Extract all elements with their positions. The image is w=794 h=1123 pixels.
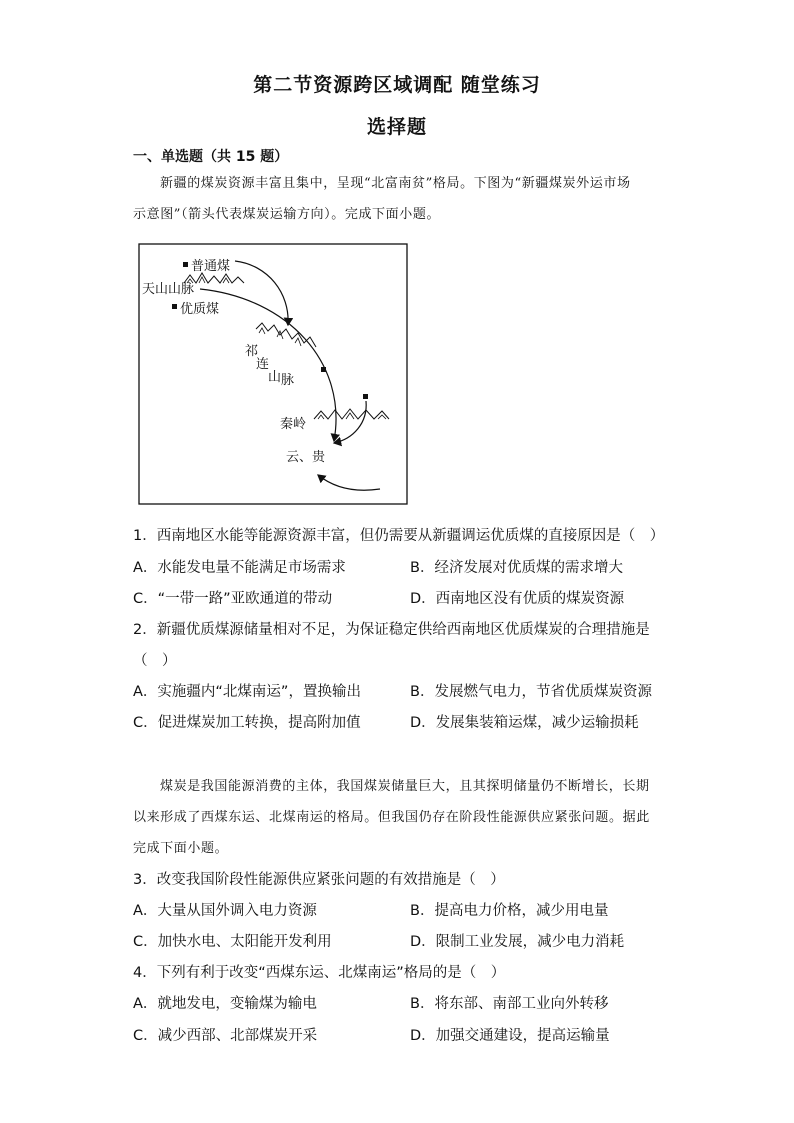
youzhi-coal-marker <box>172 304 177 309</box>
qinling-coal-arrow <box>334 401 366 443</box>
section-heading: 一、单选题（共 15 题） <box>133 149 289 165</box>
q1-option-c: C．“一带一路”亚欧通道的带动 <box>133 591 333 607</box>
q3-option-d: D．限制工业发展，减少电力消耗 <box>410 934 625 950</box>
q3-option-c: C．加快水电、太阳能开发利用 <box>133 934 332 950</box>
q4-stem: 4．下列有利于改变“西煤东运、北煤南运”格局的是（ ） <box>133 965 506 981</box>
label-putong-coal: 普通煤 <box>191 259 231 274</box>
q3-stem: 3．改变我国阶段性能源供应紧张问题的有效措施是（ ） <box>133 872 505 888</box>
label-qilian-2: 连 <box>256 357 270 372</box>
q3-option-b: B．提高电力价格，减少用电量 <box>410 903 609 919</box>
label-tianshan: 天山山脉 <box>142 282 195 297</box>
q4-option-c: C．减少西部、北部煤炭开采 <box>133 1028 318 1044</box>
intro2-line3: 完成下面小题。 <box>133 841 229 856</box>
q4-option-a: A．就地发电，变输煤为输电 <box>133 996 317 1012</box>
q2-option-b: B．发展燃气电力，节省优质煤炭资源 <box>410 684 652 700</box>
q1-option-d: D．西南地区没有优质的煤炭资源 <box>410 591 625 607</box>
page-subtitle: 选择题 <box>366 116 427 138</box>
q3-option-a: A．大量从国外调入电力资源 <box>133 903 317 919</box>
intro2-line2: 以来形成了西煤东运、北煤南运的格局。但我国仍存在阶段性能源供应紧张问题。据此 <box>133 810 650 825</box>
page-title: 第二节资源跨区域调配 随堂练习 <box>253 74 541 96</box>
q2-stem-line1: 2．新疆优质煤源储量相对不足，为保证稳定供给西南地区优质煤炭的合理措施是 <box>133 622 650 638</box>
label-qilian-3: 山 <box>268 370 282 385</box>
intro2-line1: 煤炭是我国能源消费的主体，我国煤炭储量巨大，且其探明储量仍不断增长，长期 <box>160 779 650 794</box>
q2-stem-line2: （ ） <box>133 653 177 669</box>
q1-stem: 1．西南地区水能等能源资源丰富，但仍需要从新疆调运优质煤的直接原因是（ ） <box>133 528 665 544</box>
label-yungui: 云、贵 <box>286 450 326 465</box>
xinjiang-coal-map <box>138 243 408 505</box>
label-youzhi-coal: 优质煤 <box>180 302 220 317</box>
q2-option-a: A．实施疆内“北煤南运”，置换输出 <box>133 684 361 700</box>
q1-option-a: A．水能发电量不能满足市场需求 <box>133 560 346 576</box>
putong-coal-marker <box>183 262 188 267</box>
label-qilian-1: 祁 <box>245 344 259 359</box>
label-qinling: 秦岭 <box>280 417 307 432</box>
intro1-line1: 新疆的煤炭资源丰富且集中，呈现“北富南贫”格局。下图为“新疆煤炭外运市场 <box>160 176 631 191</box>
intro1-line2: 示意图”（箭头代表煤炭运输方向）。完成下面小题。 <box>133 207 441 222</box>
qinling-coal-marker <box>363 394 368 399</box>
putong-coal-arrow <box>235 261 288 325</box>
q2-option-c: C．促进煤炭加工转换，提高附加值 <box>133 715 361 731</box>
q4-option-b: B．将东部、南部工业向外转移 <box>410 996 609 1012</box>
qilian-mountain-icon <box>256 323 316 347</box>
q4-option-d: D．加强交通建设，提高运输量 <box>410 1028 610 1044</box>
q1-option-b: B．经济发展对优质煤的需求增大 <box>410 560 623 576</box>
label-qilian-4: 脉 <box>281 373 295 388</box>
q2-option-d: D．发展集装箱运煤，减少运输损耗 <box>410 715 639 731</box>
east-coal-arrow <box>318 475 380 490</box>
qinling-mountain-icon <box>314 409 389 419</box>
